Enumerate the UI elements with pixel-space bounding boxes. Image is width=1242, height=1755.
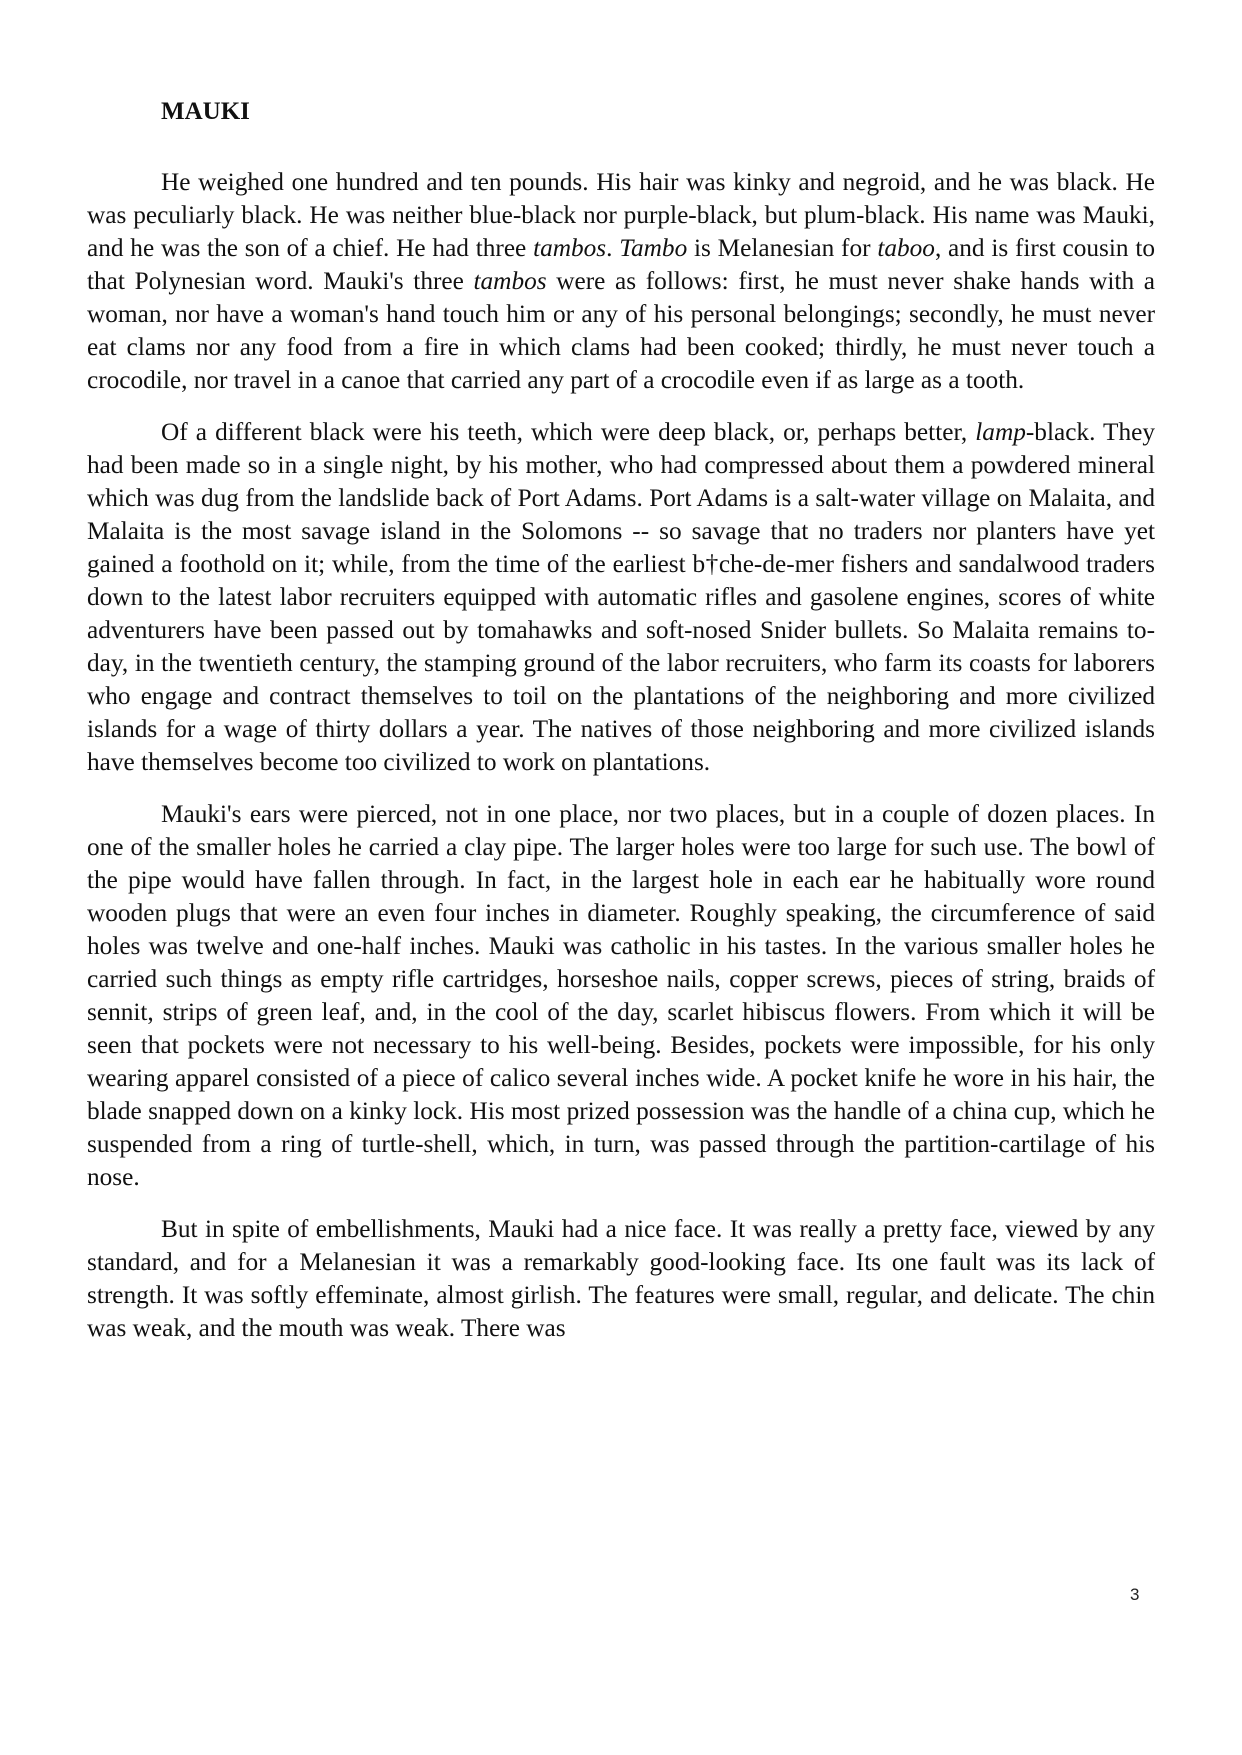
- text-run: He weighed one hundred and ten pounds. His hair was kinky and negroid, and he was black. He was peculiarly black. He was neither blue-black nor purple-black, but plum-black. His name was Mauki, and he was the son of a chief. He had three: [87, 168, 1155, 262]
- text-run: were as follows: first, he must never shake hands with a woman, nor have a woman's hand touch him or any of his personal belongings; secondly, he must never eat clams nor any food from a fire in which clams had been cooked; thirdly, he must never touch a crocodile, nor travel in a canoe that carried any part of a crocodile even if as large as a tooth.: [87, 267, 1155, 394]
- italic-term: tambos: [473, 267, 547, 295]
- paragraph: [87, 166, 1155, 397]
- paragraph: [87, 798, 1155, 1194]
- text-run: is Melanesian for: [687, 234, 878, 262]
- document-page: [87, 88, 1155, 1345]
- text-run: , and is first cousin to that Polynesian word. Mauki's three: [87, 234, 1155, 295]
- text-run: -black. They had been made so in a single night, by his mother, who had compressed about them a powdered mineral which was dug from the landslide back of Port Adams. Port Adams is a salt-water village on Malaita, and Malaita is the most savage island in the Solomons -- so savage that no traders nor planters have yet gained a foothold on it; while, from the time of the earliest b†che-de-mer fishers and sandalwood traders down to the latest labor recruiters equipped with automatic rifles and gasolene engines, scores of white adventurers have been passed out by tomahawks and soft-nosed Snider bullets. So Malaita remains to-day, in the twentieth century, the stamping ground of the labor recruiters, who farm its coasts for laborers who engage and contract themselves to toil on the plantations of the neighboring and more civilized islands for a wage of thirty dollars a year. The natives of those neighboring and more civilized islands have themselves become too civilized to work on plantations.: [87, 418, 1155, 776]
- chapter-title: MAUKI: [161, 98, 250, 125]
- text-run: Of a different black were his teeth, which were deep black, or, perhaps better,: [161, 418, 976, 446]
- italic-term: Tambo: [619, 234, 688, 262]
- page-number: 3: [1130, 1585, 1140, 1604]
- text-run: Mauki's ears were pierced, not in one place, nor two places, but in a couple of dozen places. In one of the smaller holes he carried a clay pipe. The larger holes were too large for such use. The bowl of the pipe would have fallen through. In fact, in the largest hole in each ear he habitually wore round wooden plugs that were an even four inches in diameter. Roughly speaking, the circumference of said holes was twelve and one-half inches. Mauki was catholic in his tastes. In the various smaller holes he carried such things as empty rifle cartridges, horseshoe nails, copper screws, pieces of string, braids of sennit, strips of green leaf, and, in the cool of the day, scarlet hibiscus flowers. From which it will be seen that pockets were not necessary to his well-being. Besides, pockets were impossible, for his only wearing apparel consisted of a piece of calico several inches wide. A pocket knife he wore in his hair, the blade snapped down on a kinky lock. His most prized possession was the handle of a china cup, which he suspended from a ring of turtle-shell, which, in turn, was passed through the partition-cartilage of his nose.: [87, 800, 1155, 1191]
- italic-term: taboo: [877, 234, 935, 262]
- paragraph: [87, 1213, 1155, 1345]
- italic-term: tambos: [533, 234, 607, 262]
- paragraph: [87, 416, 1155, 779]
- body-text: [87, 166, 1155, 1345]
- text-run: .: [606, 234, 620, 262]
- italic-term: lamp: [975, 418, 1026, 446]
- text-run: But in spite of embellishments, Mauki had a nice face. It was really a pretty face, viewed by any standard, and for a Melanesian it was a remarkably good-looking face. Its one fault was its lack of strength. It was softly effeminate, almost girlish. The features were small, regular, and delicate. The chin was weak, and the mouth was weak. There was: [87, 1215, 1155, 1342]
